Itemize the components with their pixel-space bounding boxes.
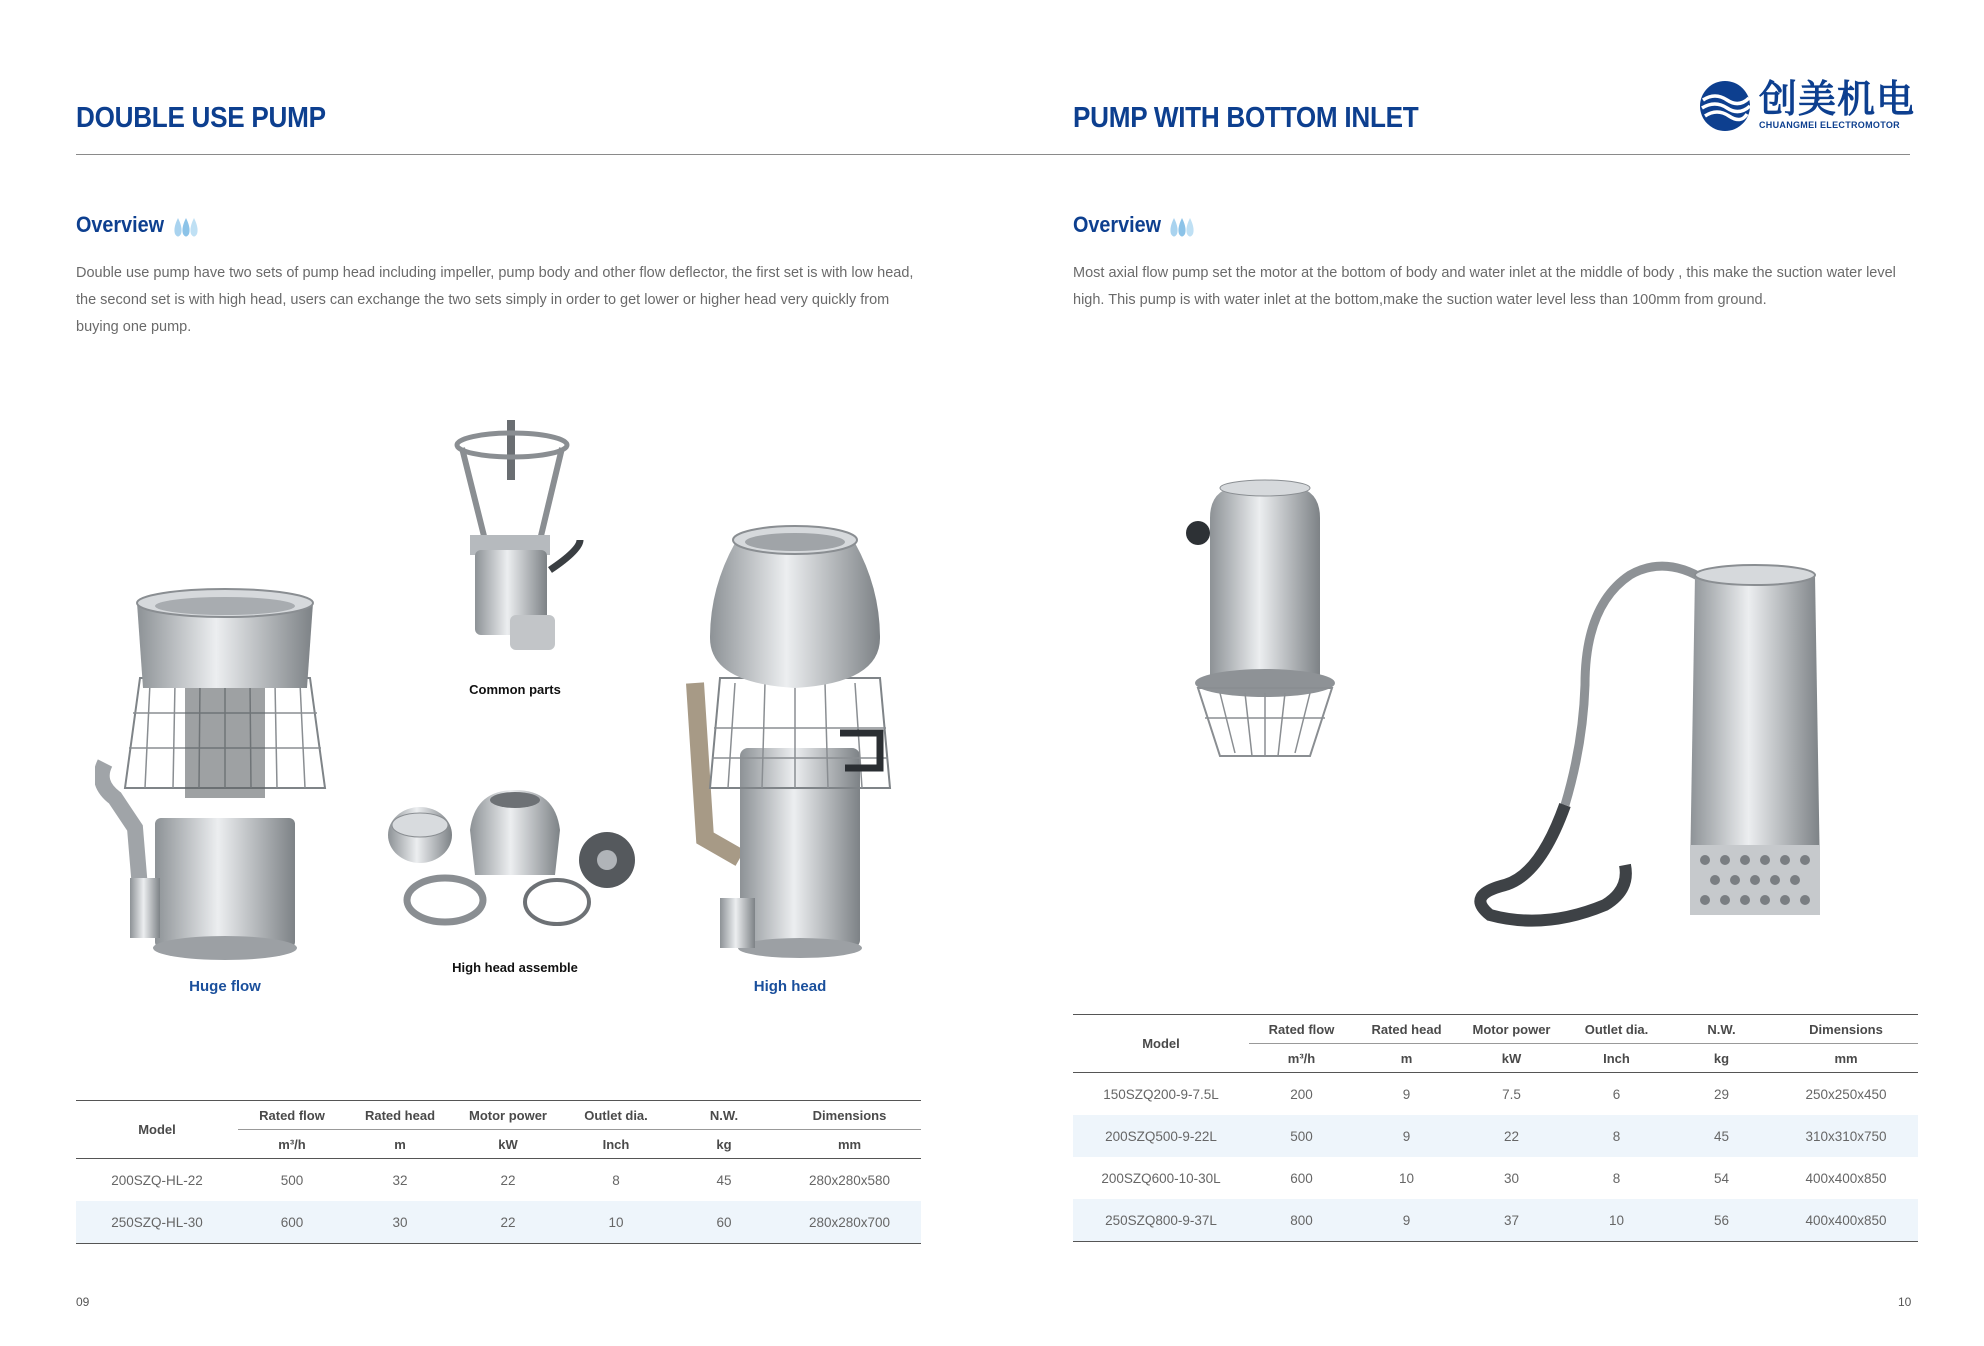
cell-model: 200SZQ-HL-22 xyxy=(111,1172,203,1188)
cell-head: 10 xyxy=(1398,1170,1415,1186)
unit-dimensions: mm xyxy=(1774,1044,1918,1073)
high-head-assemble-image xyxy=(385,780,645,930)
unit-flow: m³/h xyxy=(238,1130,346,1159)
cell-model: 250SZQ800-9-37L xyxy=(1073,1199,1249,1242)
left-page-number: 09 xyxy=(76,1295,90,1309)
water-drops-icon xyxy=(172,216,200,240)
right-overview-heading: Overview xyxy=(1073,212,1162,237)
caption-high-head-assemble: High head assemble xyxy=(452,960,578,975)
cell-dimensions: 310x310x750 xyxy=(1774,1115,1918,1157)
cell-dimensions: 280x280x580 xyxy=(808,1172,891,1188)
cell-dimensions: 280x280x700 xyxy=(778,1201,921,1244)
unit-head: m xyxy=(346,1130,454,1159)
table-row xyxy=(1073,1073,1918,1116)
logo-english-text: CHUANGMEI ELECTROMOTOR xyxy=(1759,120,1900,130)
caption-huge-flow: Huge flow xyxy=(189,978,261,995)
unit-outlet: Inch xyxy=(562,1130,670,1159)
cell-weight: 45 xyxy=(1669,1115,1774,1157)
table-row xyxy=(1073,1199,1918,1242)
table-row xyxy=(1073,1115,1918,1157)
header-rated-head: Rated head xyxy=(346,1101,454,1130)
cell-weight: 29 xyxy=(1713,1086,1730,1102)
header-model: Model xyxy=(1073,1015,1249,1073)
cell-flow: 200 xyxy=(1290,1086,1313,1102)
right-overview-paragraph: Most axial flow pump set the motor at the bottom of body and water inlet at the middle of body , this make the suction water level high. This pump is with water inlet at the bottom,make the suction water level less than 100mm from ground. xyxy=(1073,265,1896,308)
cell-power: 22 xyxy=(1459,1115,1564,1157)
cell-head: 9 xyxy=(1354,1115,1459,1157)
cell-outlet: 10 xyxy=(562,1201,670,1244)
unit-power: kW xyxy=(1459,1044,1564,1073)
header-motor-power: Motor power xyxy=(454,1101,562,1130)
header-outlet-dia: Outlet dia. xyxy=(1564,1015,1669,1044)
left-overview-paragraph: Double use pump have two sets of pump head including impeller, pump body and other flow deflector, the first set is with low head, the second set is with high head, users can exchange the two sets simply in order to get lower or higher head very quickly from buying one pump. xyxy=(76,265,914,335)
cell-power: 22 xyxy=(500,1172,516,1188)
header-rated-flow: Rated flow xyxy=(1249,1015,1354,1044)
cell-flow: 600 xyxy=(238,1201,346,1244)
unit-weight: kg xyxy=(1669,1044,1774,1073)
cell-power: 22 xyxy=(454,1201,562,1244)
tall-bottom-inlet-pump-image xyxy=(1465,545,1825,935)
left-overview-heading: Overview xyxy=(76,212,165,237)
cell-outlet: 8 xyxy=(1612,1170,1621,1186)
cell-dimensions: 250x250x450 xyxy=(1805,1086,1887,1102)
header-nw: N.W. xyxy=(1669,1015,1774,1044)
cell-outlet: 6 xyxy=(1612,1086,1621,1102)
water-drops-icon xyxy=(1168,216,1196,240)
header-dimensions: Dimensions xyxy=(778,1101,921,1130)
cell-outlet: 8 xyxy=(1564,1115,1669,1157)
cell-flow: 500 xyxy=(280,1172,304,1188)
cell-dimensions: 400x400x850 xyxy=(1805,1170,1887,1186)
unit-head: m xyxy=(1354,1044,1459,1073)
cell-outlet: 10 xyxy=(1564,1199,1669,1242)
cell-model: 200SZQ500-9-22L xyxy=(1073,1115,1249,1157)
cell-head: 9 xyxy=(1354,1199,1459,1242)
cell-model: 150SZQ200-9-7.5L xyxy=(1103,1086,1219,1102)
cell-power: 7.5 xyxy=(1502,1086,1521,1102)
header-model: Model xyxy=(76,1101,238,1159)
small-bottom-inlet-pump-image xyxy=(1180,478,1350,768)
cell-flow: 800 xyxy=(1249,1199,1354,1242)
cell-weight: 60 xyxy=(670,1201,778,1244)
cell-head: 30 xyxy=(346,1201,454,1244)
cell-dimensions: 400x400x850 xyxy=(1774,1199,1918,1242)
company-logo xyxy=(1697,79,1916,132)
header-divider xyxy=(76,154,1910,155)
right-spec-table xyxy=(1073,1014,1918,1242)
unit-dimensions: mm xyxy=(778,1130,921,1159)
cell-flow: 500 xyxy=(1249,1115,1354,1157)
cell-power: 30 xyxy=(1503,1170,1520,1186)
cell-head: 32 xyxy=(392,1172,408,1188)
caption-common-parts: Common parts xyxy=(469,682,561,697)
cell-weight: 54 xyxy=(1713,1170,1730,1186)
cell-flow: 600 xyxy=(1290,1170,1313,1186)
unit-flow: m³/h xyxy=(1249,1044,1354,1073)
logo-chinese-text: 创美机电 xyxy=(1759,79,1916,121)
cell-model: 250SZQ-HL-30 xyxy=(76,1201,238,1244)
header-outlet-dia: Outlet dia. xyxy=(562,1101,670,1130)
left-spec-table xyxy=(76,1100,921,1244)
table-row xyxy=(76,1201,921,1244)
caption-high-head: High head xyxy=(753,978,827,995)
unit-outlet: Inch xyxy=(1564,1044,1669,1073)
wave-logo-icon xyxy=(1697,80,1753,132)
header-dimensions: Dimensions xyxy=(1774,1015,1918,1044)
huge-flow-pump-image xyxy=(95,588,340,968)
header-rated-flow: Rated flow xyxy=(238,1101,346,1130)
header-nw: N.W. xyxy=(670,1101,778,1130)
header-motor-power: Motor power xyxy=(1459,1015,1564,1044)
right-page-title: PUMP WITH BOTTOM INLET xyxy=(1073,102,1419,134)
cell-head: 9 xyxy=(1402,1086,1411,1102)
cell-weight: 56 xyxy=(1669,1199,1774,1242)
table-row xyxy=(1073,1157,1918,1199)
header-rated-head: Rated head xyxy=(1354,1015,1459,1044)
high-head-pump-image xyxy=(680,518,910,963)
cell-weight: 45 xyxy=(716,1172,732,1188)
cell-model: 200SZQ600-10-30L xyxy=(1101,1170,1221,1186)
left-page-title: DOUBLE USE PUMP xyxy=(76,102,326,134)
cell-power: 37 xyxy=(1459,1199,1564,1242)
cell-outlet: 8 xyxy=(612,1172,620,1188)
unit-weight: kg xyxy=(670,1130,778,1159)
unit-power: kW xyxy=(454,1130,562,1159)
common-parts-image xyxy=(440,420,590,660)
right-page-number: 10 xyxy=(1898,1295,1912,1309)
table-row xyxy=(76,1159,921,1202)
